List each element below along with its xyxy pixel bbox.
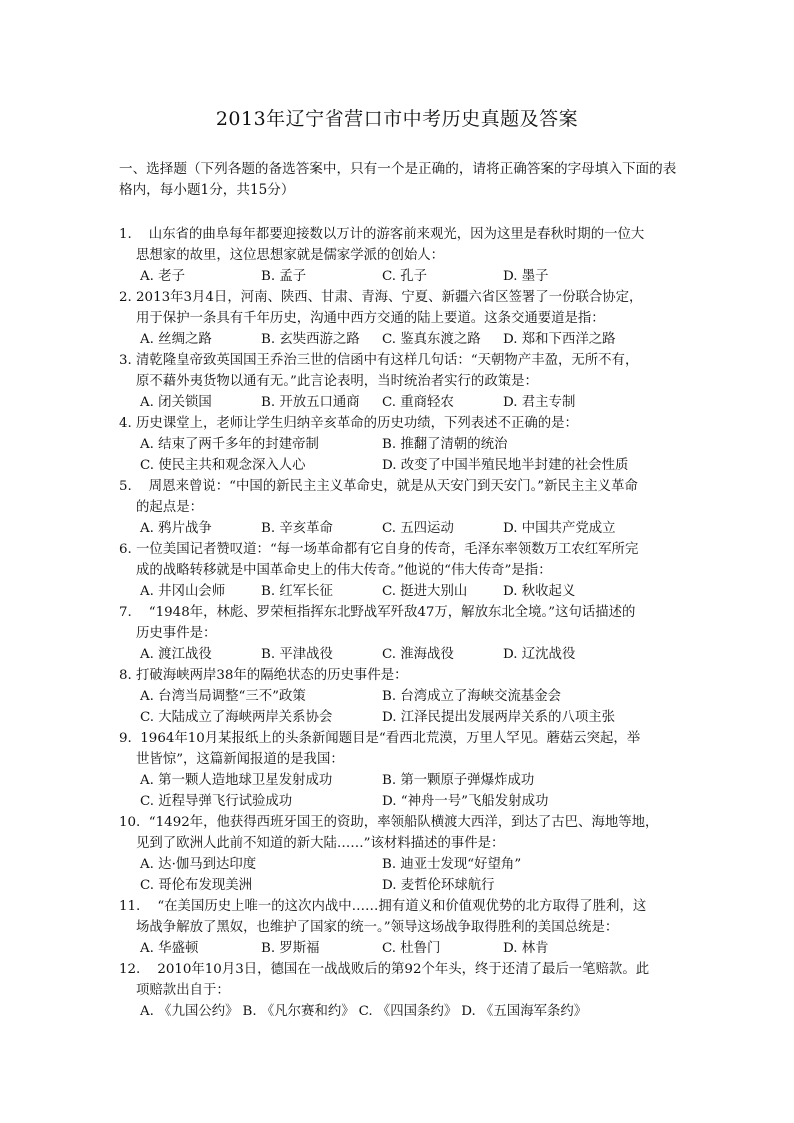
answer-option: A. 闭关锁国: [140, 395, 212, 410]
option-row: [119, 581, 689, 602]
answer-option: B. 台湾成立了海峡交流基金会: [382, 689, 562, 704]
answer-option: C. 孔子: [382, 269, 428, 284]
question-stem-line: 10. “1492年，他获得西班牙国王的资助，率领船队横渡大西洋，到达了古巴、海地等地，: [119, 815, 659, 830]
question-stem-line: 世皆惊”，这篇新闻报道的是我国：: [119, 752, 344, 767]
answer-option: A. 结束了两千多年的封建帝制: [140, 437, 319, 452]
answer-option: D. 中国共产党成立: [503, 521, 616, 536]
question-stem-line: 原不藉外夷货物以通有无。”此言论表明，当时统治者实行的政策是：: [119, 374, 538, 389]
question-stem-line: 用于保护一条具有千年历史，沟通中西方交通的陆上要道。这条交通要道是指：: [119, 311, 605, 326]
option-row: [119, 686, 689, 707]
question-item: [119, 728, 689, 812]
answer-option: B. 开放五口通商: [261, 395, 360, 410]
answer-option: C. 近程导弹飞行试验成功: [140, 794, 293, 809]
answer-option: D. 君主专制: [503, 395, 576, 410]
answer-option: B. 推翻了清朝的统治: [382, 437, 508, 452]
answer-option: A. 达·伽马到达印度: [140, 857, 257, 872]
option-row: [119, 644, 689, 665]
answer-option: A. 丝绸之路: [140, 332, 212, 347]
answer-option: D. 江泽民提出发展两岸关系的八项主张: [382, 710, 616, 725]
question-list: [119, 224, 689, 1022]
question-stem-line: 6. 一位美国记者赞叹道：“每一场革命都有它自身的传奇，毛泽东率领数万工农红军所完: [119, 542, 639, 557]
answer-option: D. 麦哲伦环球航行: [382, 878, 495, 893]
question-stem-line: 的起点是：: [119, 500, 203, 515]
answer-option: D. 秋收起义: [503, 584, 576, 599]
question-item: [119, 287, 689, 350]
answer-option: B. 第一颗原子弹爆炸成功: [382, 773, 535, 788]
question-item: [119, 602, 689, 665]
answer-option: B. 迪亚士发现“好望角”: [382, 857, 522, 872]
answer-option: A. 老子: [140, 269, 185, 284]
answer-option: D. 改变了中国半殖民地半封建的社会性质: [382, 458, 629, 473]
answer-option: B. 平津战役: [261, 647, 333, 662]
answer-option: A. 渡江战役: [140, 647, 212, 662]
question-stem-line: 场战争解放了黑奴，也维护了国家的统一。”领导这场战争取得胜利的美国总统是：: [119, 920, 619, 935]
question-item: [119, 539, 689, 602]
answer-option: D. “神舟一号”飞船发射成功: [382, 794, 549, 809]
option-row: [119, 455, 689, 476]
answer-option: C. 大陆成立了海峡两岸关系协会: [140, 710, 333, 725]
answer-option: B. 辛亥革命: [261, 521, 333, 536]
answer-option: A. 台湾当局调整“三不”政策: [140, 689, 306, 704]
answer-option: D. 辽沈战役: [503, 647, 576, 662]
option-row: [119, 791, 689, 812]
option-row: [119, 434, 689, 455]
question-item: [119, 476, 689, 539]
answer-option: C. 使民主共和观念深入人心: [140, 458, 306, 473]
question-item: [119, 224, 689, 287]
question-item: [119, 896, 689, 959]
answer-option: B. 玄奘西游之路: [261, 332, 360, 347]
question-stem-line: 4. 历史课堂上，老师让学生归纳辛亥革命的历史功绩，下列表述不正确的是：: [119, 416, 578, 431]
section-header: 一、选择题（下列各题的备选答案中，只有一个是正确的，请将正确答案的字母填入下面的表格内，每小题1分，共15分）: [119, 161, 677, 198]
answer-option: D. 《五国海军条约》: [461, 1004, 588, 1019]
question-stem-line: 历史事件是：: [119, 626, 217, 641]
question-stem-line: 9. 1964年10月某报纸上的头条新闻题目是“看西北荒漠，万里人罕见。蘑菇云突起，举: [119, 731, 641, 746]
answer-option: D. 林肯: [503, 941, 549, 956]
answer-option: A. 华盛顿: [140, 941, 199, 956]
option-row: [119, 854, 689, 875]
question-item: [119, 350, 689, 413]
answer-option: B. 红军长征: [261, 584, 333, 599]
question-stem-line: 5. 周恩来曾说：“中国的新民主主义革命史，就是从天安门到天安门。”新民主主义革命: [119, 479, 638, 494]
answer-option: B. 孟子: [261, 269, 307, 284]
option-row: [119, 770, 689, 791]
question-stem-line: 思想家的故里，这位思想家就是儒家学派的创始人：: [119, 248, 445, 263]
question-stem-line: 项赔款出自于：: [119, 983, 230, 998]
question-stem-line: 11. “在美国历史上唯一的这次内战中……拥有道义和价值观优势的北方取得了胜利，这: [119, 899, 647, 914]
question-item: [119, 665, 689, 728]
answer-option: B. 《凡尔赛和约》: [242, 1004, 355, 1019]
answer-option: C. 《四国条约》: [358, 1004, 458, 1019]
page-title: 2013年辽宁省营口市中考历史真题及答案: [215, 108, 579, 130]
question-stem-line: 成的战略转移就是中国革命史上的伟大传奇。”他说的“伟大传奇”是指：: [119, 563, 552, 578]
option-row: [119, 266, 689, 287]
answer-option: C. 五四运动: [382, 521, 454, 536]
option-row: [119, 392, 689, 413]
answer-option: A. 第一颗人造地球卫星发射成功: [140, 773, 333, 788]
answer-option: C. 重商轻农: [382, 395, 454, 410]
question-stem-line: 12. 2010年10月3日，德国在一战战败后的第92个年头，终于还清了最后一笔赔款。此: [119, 962, 650, 977]
question-stem-line: 2. 2013年3月4日，河南、陕西、甘肃、青海、宁夏、新疆六省区签署了一份联合协定，: [119, 290, 643, 305]
answer-option: C. 哥伦布发现美洲: [140, 878, 253, 893]
answer-option: C. 鉴真东渡之路: [382, 332, 481, 347]
answer-option: A. 《九国公约》: [140, 1004, 239, 1019]
option-row: [119, 518, 689, 539]
question-item: [119, 959, 689, 1022]
question-stem-line: 7. “1948年，林彪、罗荣桓指挥东北野战军歼敌47万，解放东北全境。”这句话描述的: [119, 605, 636, 620]
answer-option: B. 罗斯福: [261, 941, 320, 956]
option-row: [119, 1001, 689, 1022]
answer-option: C. 杜鲁门: [382, 941, 441, 956]
answer-option: A. 井冈山会师: [140, 584, 226, 599]
question-item: [119, 413, 689, 476]
question-stem-line: 3. 清乾隆皇帝致英国国王乔治三世的信函中有这样几句话：“天朝物产丰盈，无所不有，: [119, 353, 639, 368]
option-row: [119, 329, 689, 350]
answer-option: C. 淮海战役: [382, 647, 454, 662]
question-stem-line: 8. 打破海峡两岸38年的隔绝状态的历史事件是：: [119, 668, 408, 683]
question-stem-line: 见到了欧洲人此前不知道的新大陆……”该材料描述的事件是：: [119, 836, 505, 851]
answer-option: C. 挺进大别山: [382, 584, 468, 599]
answer-option: D. 郑和下西洋之路: [503, 332, 616, 347]
question-item: [119, 812, 689, 896]
answer-option: D. 墨子: [503, 269, 549, 284]
option-row: [119, 707, 689, 728]
answer-option: A. 鸦片战争: [140, 521, 212, 536]
question-stem-line: 1. 山东省的曲阜每年都要迎接数以万计的游客前来观光，因为这里是春秋时期的一位大: [119, 227, 645, 242]
option-row: [119, 875, 689, 896]
option-row: [119, 938, 689, 959]
